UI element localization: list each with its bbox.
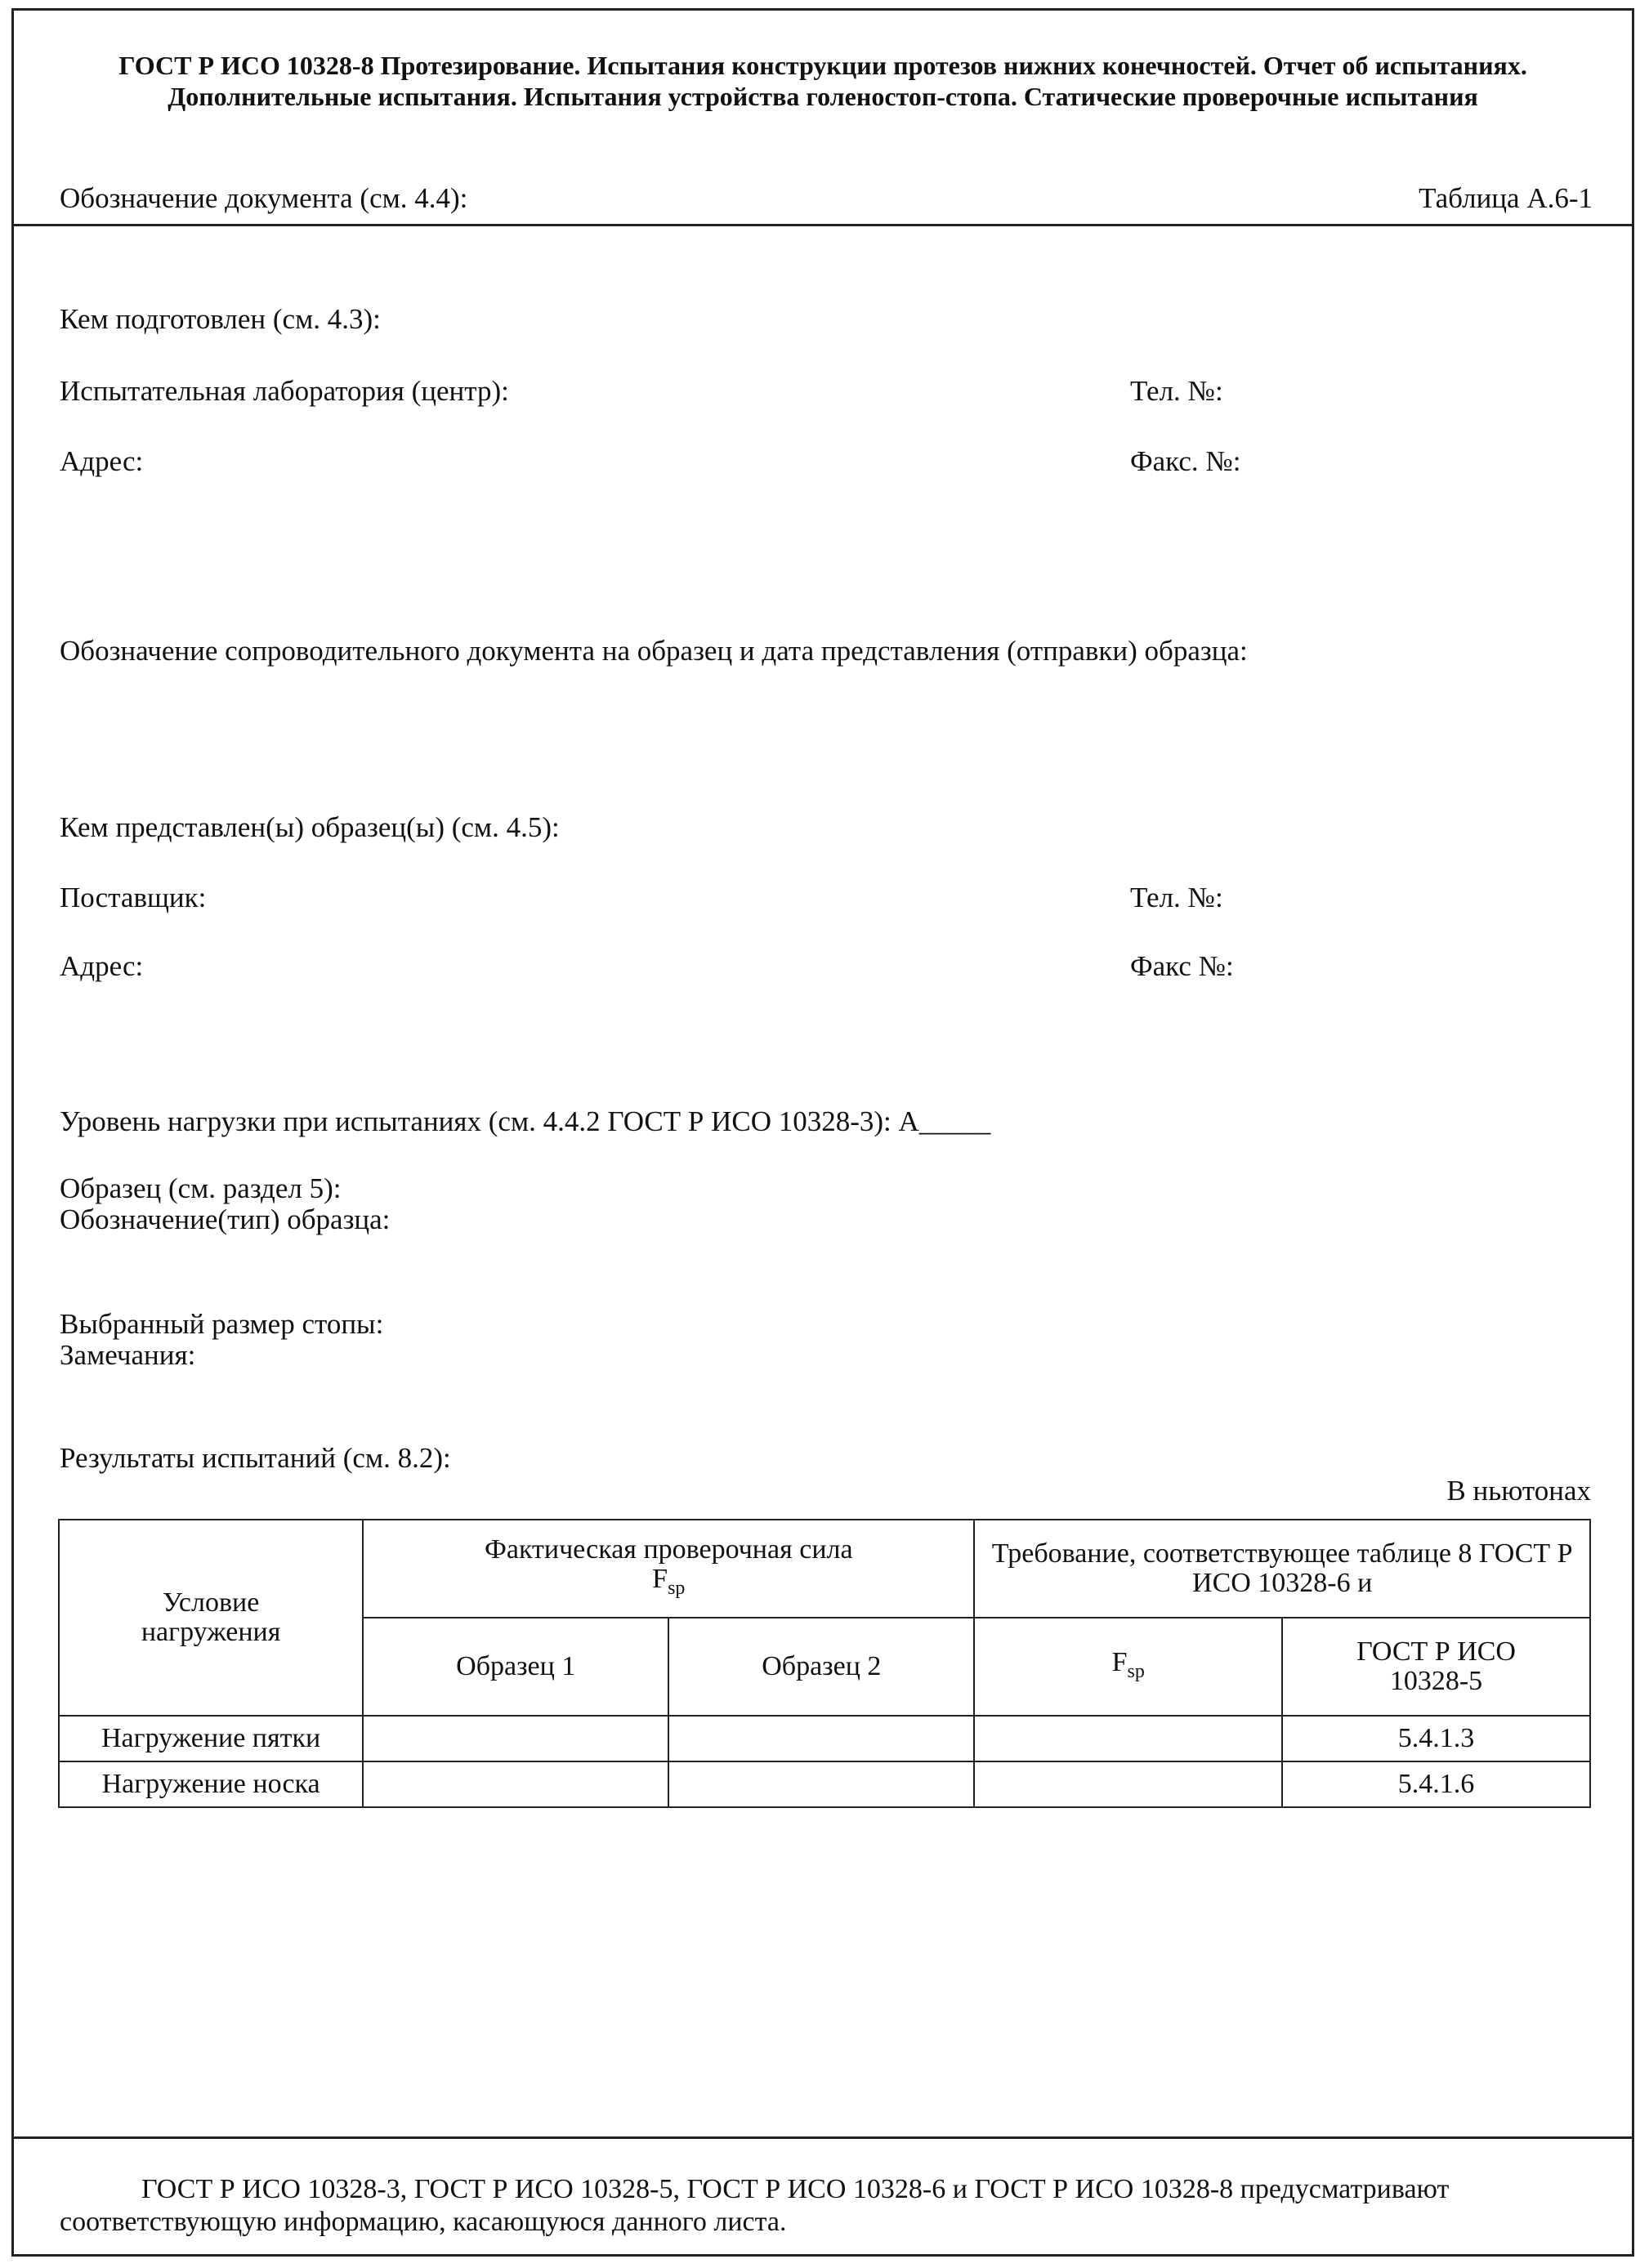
supplier-address-label: Адрес: (60, 950, 144, 982)
row-ref: 5.4.1.6 (1282, 1761, 1590, 1807)
specimen1-header: Образец 1 (363, 1618, 668, 1716)
specimen1-value (363, 1761, 668, 1807)
specimen1-value (363, 1716, 668, 1761)
table-row (59, 1716, 1590, 1761)
gost5-header-text: ГОСТ Р ИСО 10328-5 (1356, 1636, 1516, 1696)
table-header-row (59, 1520, 1590, 1618)
specimen2-value (668, 1761, 974, 1807)
foot-size-label: Выбранный размер стопы: (60, 1308, 384, 1340)
specimen-label: Образец (см. раздел 5): (60, 1172, 342, 1204)
lab-fax-label: Факс. №: (1130, 445, 1241, 477)
condition-header (59, 1520, 363, 1716)
fsp-value (974, 1716, 1282, 1761)
gost5-header (1282, 1618, 1590, 1716)
remarks-label: Замечания: (60, 1339, 196, 1371)
prepared-by-label: Кем подготовлен (см. 4.3): (60, 303, 381, 335)
accompanying-doc-label: Обозначение сопроводительного документа на образец и дата представления (отправки) образца: (60, 635, 1248, 667)
load-level-label: Уровень нагрузки при испытаниях (см. 4.4.2 ГОСТ Р ИСО 10328-3): А_____ (60, 1105, 991, 1137)
fsp-value (974, 1761, 1282, 1807)
fsp-header (974, 1618, 1282, 1716)
doc-designation-label: Обозначение документа (см. 4.4): (60, 182, 468, 214)
condition-header-text: Условие нагружения (141, 1587, 281, 1647)
lab-address-label: Адрес: (60, 445, 144, 477)
form-title: ГОСТ Р ИСО 10328-8 Протезирование. Испытания конструкции протезов нижних конечностей. Отчет об испытаниях. Дополнительные испытания. Испытания устройства голеностоп-стопа. Статические проверочные испытания (118, 51, 1527, 111)
table-row (59, 1761, 1590, 1807)
f-symbol: F (652, 1563, 668, 1594)
form-header (14, 11, 1632, 226)
row-condition: Нагружение носка (59, 1761, 363, 1807)
supplier-fax-label: Факс №: (1130, 950, 1234, 982)
row-condition: Нагружение пятки (59, 1716, 363, 1761)
actual-force-header (363, 1520, 974, 1618)
units-label: В ньютонах (1446, 1475, 1591, 1507)
actual-force-symbol (364, 1565, 973, 1603)
requirement-header (974, 1520, 1590, 1618)
form-frame (11, 8, 1634, 2257)
results-table (58, 1519, 1591, 1808)
requirement-header-text: Требование, соответствующее таблице 8 ГОСТ Р ИСО 10328-6 и (991, 1538, 1573, 1598)
form-footer (14, 2136, 1632, 2257)
specimen-designation-label: Обозначение(тип) образца: (60, 1203, 391, 1235)
row-ref: 5.4.1.3 (1282, 1716, 1590, 1761)
fsp-symbol: F (1111, 1646, 1128, 1677)
f-subscript: sp (668, 1577, 686, 1599)
results-label: Результаты испытаний (см. 8.2): (60, 1442, 451, 1474)
table-number: Таблица А.6-1 (1419, 182, 1593, 214)
lab-phone-label: Тел. №: (1130, 375, 1223, 407)
test-lab-label: Испытательная лаборатория (центр): (60, 375, 509, 407)
submitted-by-label: Кем представлен(ы) образец(ы) (см. 4.5): (60, 811, 560, 843)
footer-text: ГОСТ Р ИСО 10328-3, ГОСТ Р ИСО 10328-5, ГОСТ Р ИСО 10328-6 и ГОСТ Р ИСО 10328-8 предусматривают соответствующую информацию, касающуюся данного листа. (60, 2174, 1450, 2237)
supplier-phone-label: Тел. №: (1130, 882, 1223, 913)
specimen2-header: Образец 2 (668, 1618, 974, 1716)
fsp-subscript: sp (1127, 1660, 1145, 1682)
specimen2-value (668, 1716, 974, 1761)
actual-force-header-text: Фактическая проверочная сила (485, 1534, 853, 1565)
supplier-label: Поставщик: (60, 882, 207, 913)
